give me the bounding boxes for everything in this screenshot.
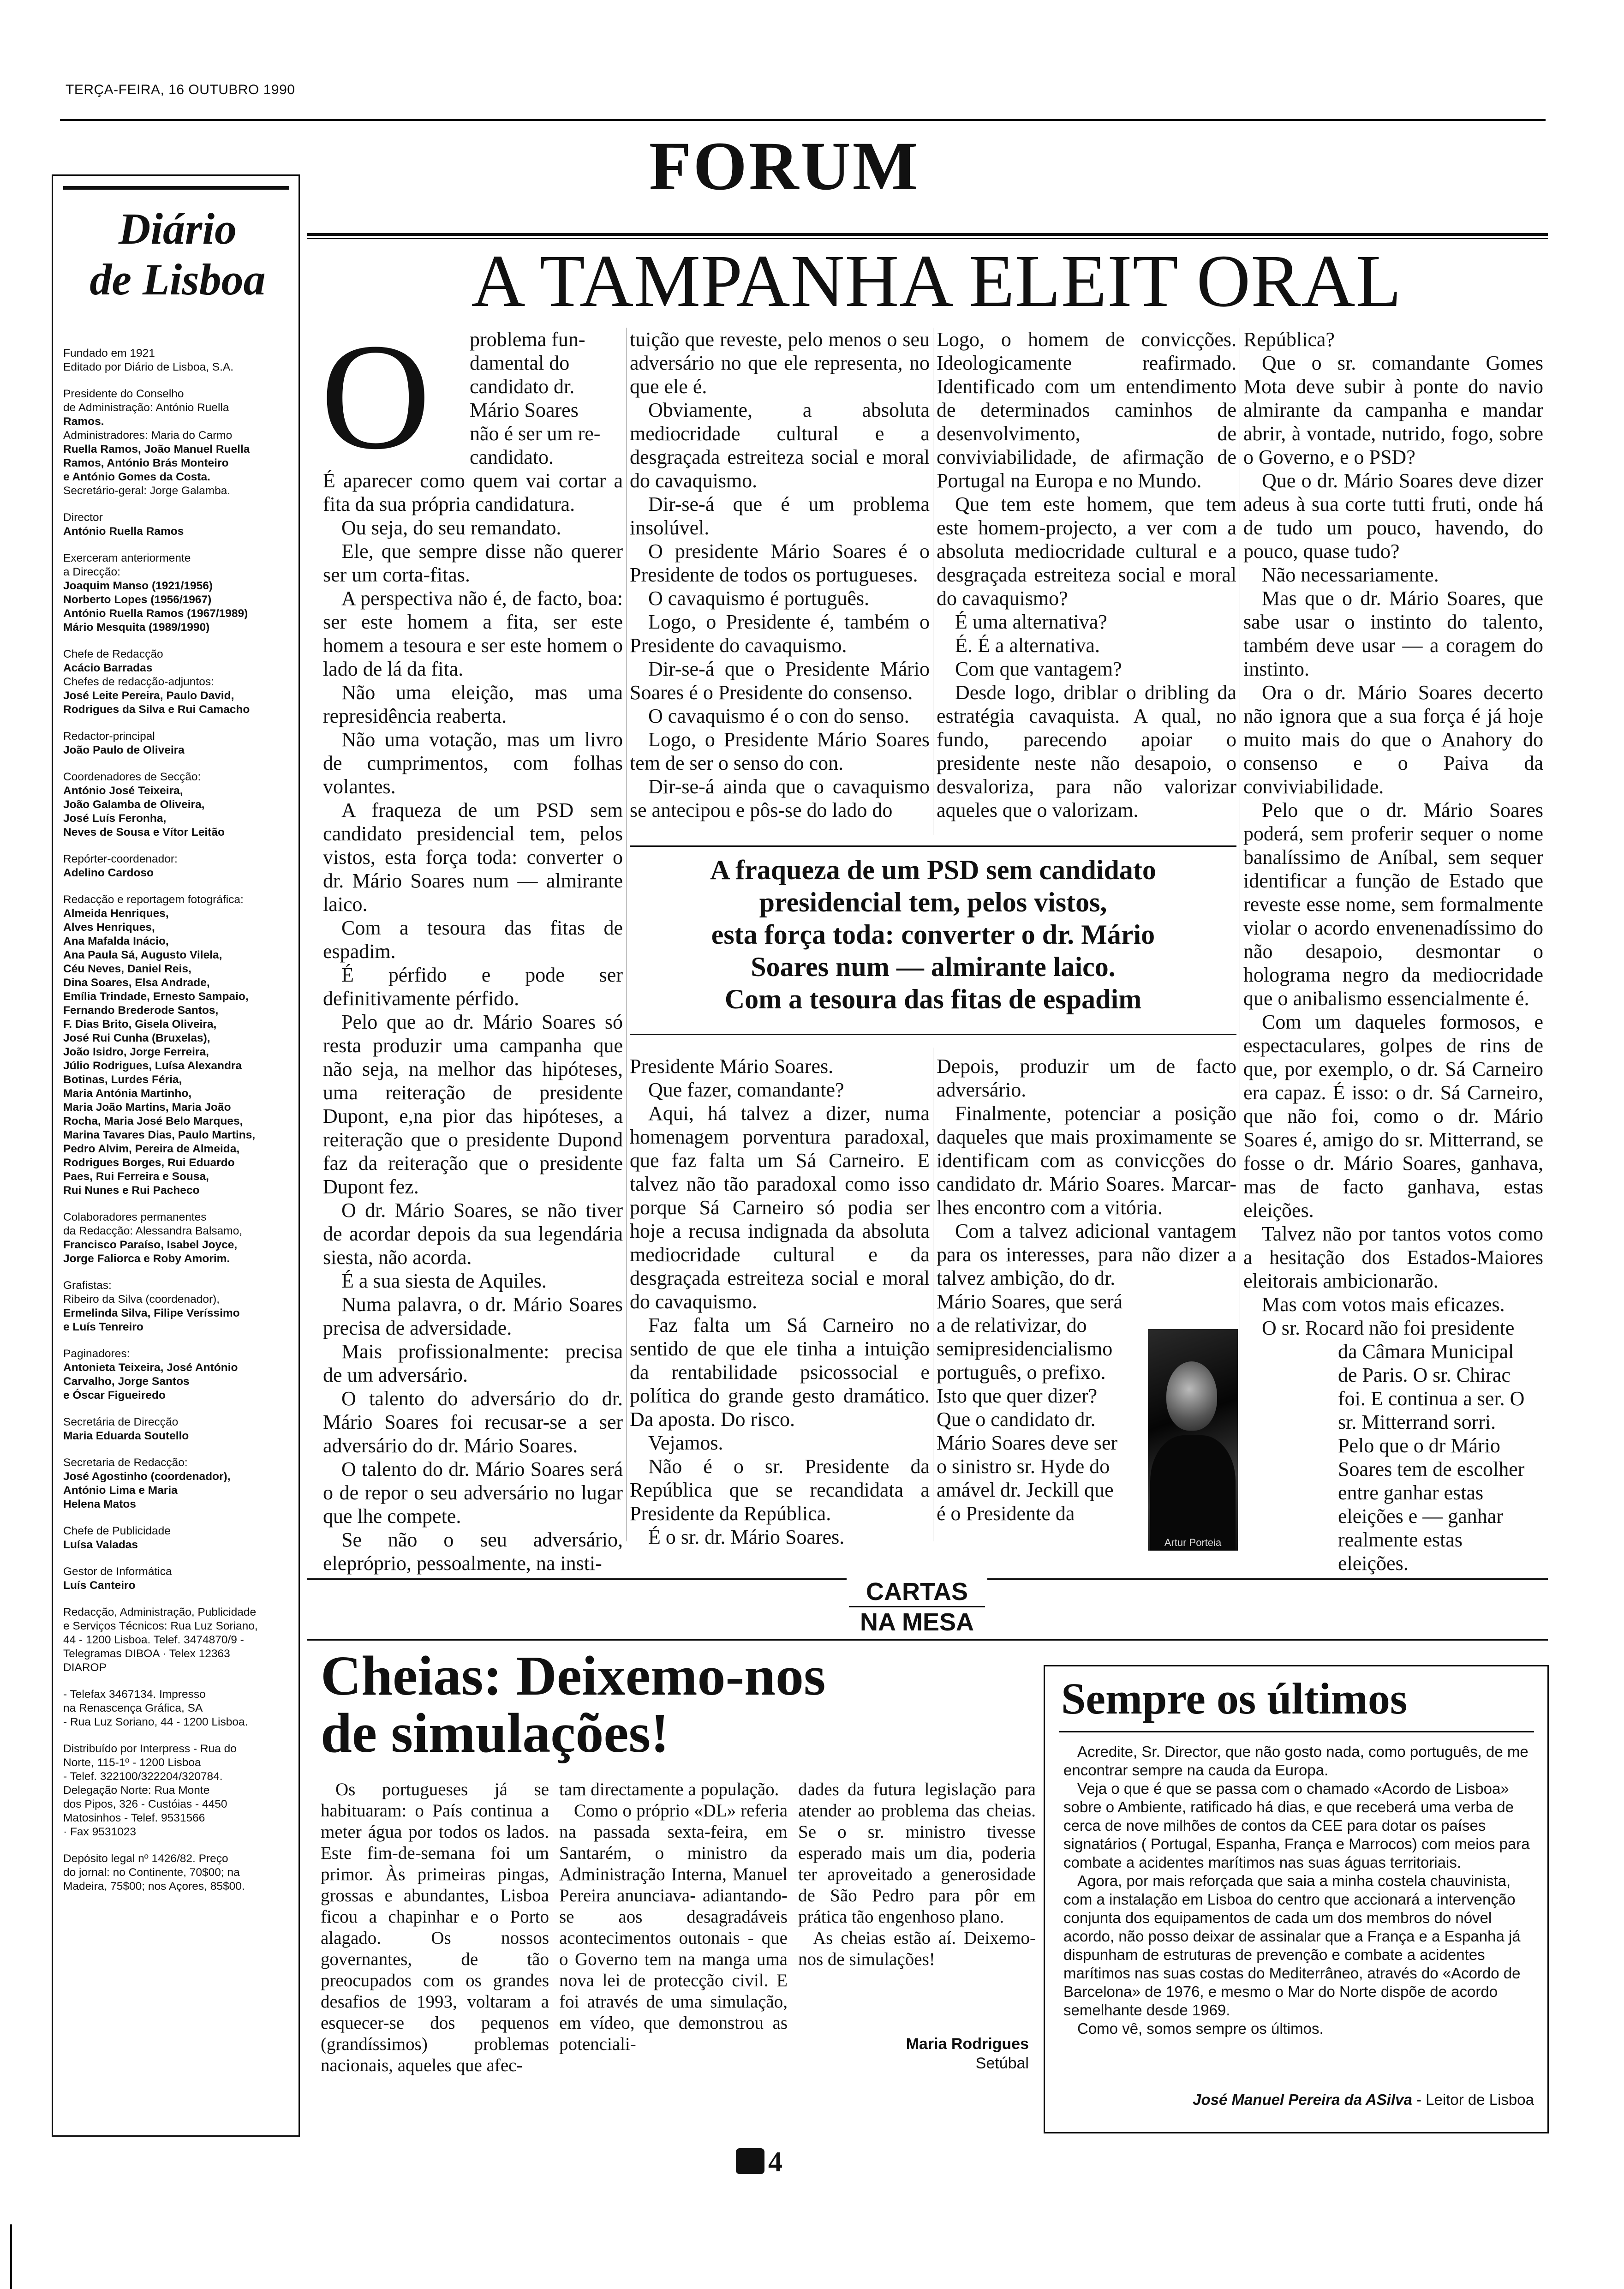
article-column-2	[630, 328, 930, 822]
lead-line: candidato.	[470, 446, 554, 468]
masthead-line: dos Pipos, 326 - Custóias - 4450	[63, 1798, 227, 1810]
portrait-shoulders	[1150, 1435, 1236, 1551]
masthead-line: na Renascença Gráfica, SA	[63, 1702, 203, 1714]
masthead-line: Editado por Diário de Lisboa, S.A.	[63, 361, 234, 373]
letter2-box	[1044, 1665, 1549, 2133]
article-paragraph: Vejamos.	[648, 1432, 723, 1454]
cartas-rule-right	[987, 1578, 1548, 1580]
lead-line: damental do	[470, 352, 570, 374]
masthead-gap	[63, 374, 294, 387]
article-line: Isto que quer dizer?	[937, 1384, 1098, 1407]
article-paragraph: É a sua siesta de Aquiles.	[341, 1270, 547, 1292]
masthead-line: Colaboradores permanentes	[63, 1211, 207, 1223]
masthead-line: Norte, 115-1º - 1200 Lisboa	[63, 1756, 201, 1769]
masthead-gap	[63, 635, 294, 647]
masthead-gap	[63, 1675, 294, 1688]
cartas-label-2: NA MESA	[860, 1608, 974, 1636]
masthead-line: Luísa Valadas	[63, 1539, 138, 1551]
article-paragraph: Faz falta um Sá Carneiro no sentido de que ele tinha a intuição da rentabilidade psicossocial e política do grande gesto dramático. Da aposta. Do risco.	[630, 1314, 930, 1431]
article-paragraph: É. É a alternativa.	[955, 634, 1100, 657]
article-paragraph: Não é o sr. Presidente da República que se recandidata a Presidente da República.	[630, 1455, 930, 1525]
masthead-line: Director	[63, 511, 103, 524]
letter1-author: Maria Rodrigues	[906, 2035, 1029, 2053]
article-paragraph: Dir-se-á que o Presidente Mário Soares é o Presidente do consenso.	[630, 658, 930, 704]
masthead-line: Ramos, António Brás Monteiro	[63, 457, 229, 469]
masthead-line: Administradores: Maria do Carmo	[63, 429, 233, 442]
masthead-line: · Fax 9531023	[63, 1826, 136, 1838]
masthead-line: Carvalho, Jorge Santos	[63, 1375, 190, 1388]
masthead-line: Ermelinda Silva, Filipe Veríssimo	[63, 1307, 240, 1319]
article-line: foi. E continua a ser. O	[1338, 1387, 1525, 1410]
article-paragraph: Não uma votação, mas um livro de cumprimentos, com folhas volantes.	[323, 728, 623, 798]
masthead-gap	[63, 757, 294, 770]
masthead-gap	[63, 1729, 294, 1742]
pullquote-rule-bottom	[630, 1034, 1236, 1035]
masthead-line: - Telefax 3467134. Impresso	[63, 1688, 206, 1701]
masthead-line: Francisco Paraíso, Isabel Joyce,	[63, 1239, 238, 1251]
masthead-gap	[63, 1198, 294, 1210]
cartas-separator	[849, 1606, 985, 1607]
article-paragraph: tuição que reveste, pelo menos o seu adversário no que ele representa, no que ele é.	[630, 328, 930, 398]
letter-paragraph: dades da futura legislação para atender ao problema das cheias. Se o sr. ministro tivesse esperado mais um dia, poderia ter aproveitado a generosidade de São Pedro para pôr em prática tão engenhoso plano.	[798, 1780, 1036, 1927]
masthead-line: António Ruella Ramos	[63, 525, 184, 538]
letter1-title-line2: de simulações!	[321, 1702, 669, 1764]
article-paragraph: Dir-se-á ainda que o cavaquismo se antecipou e pôs-se do lado do	[630, 775, 930, 821]
article-paragraph: Com um daqueles formosos, e espectaculares, golpes de rins de que, por exemplo, o dr. Sá Carneiro era capaz. É isso: o dr. Sá Carneiro, que não foi, como o dr. Mário Soares é, amigo do sr. Mitterrand, se fosse o dr. Mário Soares, ganhava, mas de facto ganhava, estas eleições.	[1243, 1011, 1543, 1222]
article-column-3-narrow	[937, 1290, 1140, 1525]
masthead-box	[52, 174, 300, 2137]
masthead-gap	[63, 539, 294, 551]
article-line: Que o candidato dr.	[937, 1408, 1096, 1431]
header-rule	[60, 119, 1546, 121]
masthead-line: Acácio Barradas	[63, 662, 153, 674]
masthead-logo-line2: de Lisboa	[90, 255, 266, 304]
masthead-line: Fernando Brederode Santos,	[63, 1004, 219, 1017]
masthead-line: Chefe de Redacção	[63, 648, 163, 660]
letter-paragraph: Agora, por mais reforçada que saia a minha costela chauvinista, com a instalação em Lisboa do centro que accionará a intervenção conjunta dos equipamentos de cada um dos membros do nóvel acordo, não posso deixar de assinalar que a França e a Espanha já dispunham de estruturas de prevenção e combate a acidentes marítimos nas suas costas do Mediterrâneo, através do «Acordo de Barcelona» de 1976, e mesmo o Mar do Norte dispõe de acordo semelhante desde 1969.	[1063, 1872, 1521, 2019]
masthead-line: Rodrigues da Silva e Rui Camacho	[63, 703, 250, 716]
article-paragraph: Com a talvez adicional vantagem para os interesses, para não dizer a talvez ambição, do dr.	[937, 1220, 1236, 1289]
article-paragraph: O sr. Rocard não foi presidente	[1262, 1317, 1515, 1339]
masthead-top-bar	[63, 186, 289, 190]
drop-cap: O	[321, 312, 431, 481]
article-line: sr. Mitterrand sorri.	[1338, 1411, 1496, 1433]
pullquote-rule-top	[630, 845, 1236, 847]
article-paragraph: O talento do adversário do dr. Mário Soares foi recusar-se a ser adversário do dr. Mário Soares.	[323, 1387, 623, 1457]
masthead-line: Antonieta Teixeira, José António	[63, 1361, 238, 1374]
masthead-line: Paes, Rui Ferreira e Sousa,	[63, 1170, 209, 1183]
letter-paragraph: Veja o que é que se passa com o chamado «Acordo de Lisboa» sobre o Ambiente, ratificado há dias, e que receberá uma verba de cerca de nove milhões de contos da CEE para dotar os países signatários ( Portugal, Espanha, França e Marrocos) com meios para combate a acidentes marítimos nas suas águas territoriais.	[1063, 1780, 1530, 1871]
page-logo-mark	[736, 2148, 764, 2174]
article-paragraph: Numa palavra, o dr. Mário Soares precisa de adversidade.	[323, 1293, 623, 1339]
masthead-line: Rui Nunes e Rui Pacheco	[63, 1184, 200, 1197]
letter2-signature	[1063, 2091, 1534, 2109]
masthead-line: Depósito legal nº 1426/82. Preço	[63, 1852, 228, 1865]
masthead-line: Presidente do Conselho	[63, 388, 184, 400]
masthead-gap	[63, 1511, 294, 1524]
masthead-line: Neves de Sousa e Vítor Leitão	[63, 826, 225, 839]
article-paragraph: Não uma eleição, mas uma represidência reaberta.	[323, 681, 623, 727]
article-line: eleições.	[1338, 1552, 1409, 1575]
masthead-line: Redacção, Administração, Publicidade	[63, 1606, 257, 1618]
letter-paragraph: As cheias estão aí. Deixemo-nos de simulações!	[798, 1928, 1036, 1969]
masthead-line: Grafistas:	[63, 1279, 112, 1292]
masthead-line: - Rua Luz Soriano, 44 - 1200 Lisboa.	[63, 1716, 248, 1728]
letter2-signature-rest: - Leitor de Lisboa	[1412, 2091, 1534, 2108]
masthead-line: 44 - 1200 Lisboa. Telef. 3474870/9 -	[63, 1634, 244, 1646]
letter1-place: Setúbal	[975, 2055, 1029, 2072]
masthead-gap	[63, 1266, 294, 1279]
masthead-line: Paginadores:	[63, 1348, 130, 1360]
article-paragraph: Desde logo, driblar o dribling da estratégia cavaquista. A qual, no fundo, parecendo apoiar o presidente neste não desapoio, o desvaloriza, para não valorizar aqueles que o valorizam.	[937, 681, 1236, 821]
article-paragraph: O cavaquismo é o con do senso.	[648, 705, 909, 727]
masthead-line: Ana Mafalda Inácio,	[63, 935, 169, 947]
masthead-line: Mário Mesquita (1989/1990)	[63, 621, 210, 634]
masthead-gap	[63, 1593, 294, 1606]
article-paragraph: Que fazer, comandante?	[648, 1079, 844, 1101]
article-paragraph: República?	[1243, 328, 1335, 351]
masthead-line: Almeida Henriques,	[63, 907, 169, 920]
article-headline: A TAMPANHA ELEIT ORAL	[471, 240, 1402, 323]
cartas-label-1: CARTAS	[866, 1578, 968, 1606]
masthead-logo	[62, 204, 293, 305]
article-line: realmente estas	[1338, 1528, 1463, 1551]
article-paragraph: Mais profissionalmente: precisa de um adversário.	[323, 1340, 623, 1386]
article-paragraph: Que tem este homem, que tem este homem-projecto, a ver com a absoluta mediocridade cultural e a desgraçada estreiteza social e moral do cavaquismo?	[937, 493, 1236, 610]
article-paragraph: Presidente Mário Soares.	[630, 1055, 834, 1078]
masthead-line: Fundado em 1921	[63, 347, 155, 360]
masthead-line: Helena Matos	[63, 1498, 136, 1510]
masthead-line: Maria João Martins, Maria João	[63, 1101, 231, 1114]
article-line: é o Presidente da	[937, 1502, 1075, 1525]
article-paragraph: Obviamente, a absoluta mediocridade cultural e a desgraçada estreiteza social e moral do cavaquismo.	[630, 399, 930, 492]
article-line: eleições e — ganhar	[1338, 1505, 1503, 1528]
masthead-line: Céu Neves, Daniel Reis,	[63, 963, 191, 975]
article-paragraph: O presidente Mário Soares é o Presidente de todos os portugueses.	[630, 540, 930, 586]
portrait-face	[1166, 1361, 1217, 1431]
masthead-line: Chefes de redacção-adjuntos:	[63, 676, 214, 688]
article-line: de Paris. O sr. Chirac	[1338, 1364, 1511, 1386]
portrait-photo	[1148, 1329, 1238, 1551]
masthead-line: Secretário-geral: Jorge Galamba.	[63, 485, 231, 497]
article-paragraph: É o sr. dr. Mário Soares.	[648, 1526, 845, 1548]
masthead-line: António Ruella Ramos (1967/1989)	[63, 607, 248, 620]
lead-line: candidato dr.	[470, 375, 575, 398]
article-column-3	[937, 328, 1236, 822]
article-paragraph: Com a tesoura das fitas de espadim.	[323, 917, 623, 963]
pullquote-line: A fraqueza de um PSD sem candidato	[710, 855, 1156, 885]
column-divider	[626, 328, 627, 1541]
masthead-line: Rocha, Maria José Belo Marques,	[63, 1115, 243, 1127]
cartas-rule-bottom	[307, 1639, 1548, 1641]
masthead-line: - Telef. 322100/322204/320784.	[63, 1770, 223, 1783]
masthead-line: da Redacção: Alessandra Balsamo,	[63, 1225, 243, 1237]
masthead-line: Redacção e reportagem fotográfica:	[63, 893, 244, 906]
article-paragraph: A fraqueza de um PSD sem candidato presidencial tem, pelos vistos, esta força toda: converter o dr. Mário Soares num — almirante laico.	[323, 799, 623, 916]
masthead-line: Ruella Ramos, João Manuel Ruella	[63, 443, 250, 455]
masthead-line: Repórter-coordenador:	[63, 853, 178, 865]
article-line: o sinistro sr. Hyde do	[937, 1455, 1110, 1478]
masthead-line: Redactor-principal	[63, 730, 155, 743]
article-line: amável dr. Jeckill que	[937, 1479, 1114, 1501]
article-paragraph: Pelo que ao dr. Mário Soares só resta produzir uma campanha que não seja, na melhor das hipóteses, uma reiteração de presidente Dupont, e,na pior das hipóteses, a reiteração que o presidente Dupond faz da reiteração que o presidente Dupont fez.	[323, 1011, 623, 1198]
edition-date: TERÇA-FEIRA, 16 OUTUBRO 1990	[66, 82, 295, 97]
article-line: entre ganhar estas	[1338, 1481, 1484, 1504]
article-paragraph: É uma alternativa?	[955, 611, 1107, 633]
masthead-line: José Agostinho (coordenador),	[63, 1470, 231, 1483]
masthead-line: Jorge Faliorca e Roby Amorim.	[63, 1252, 230, 1265]
article-line: Soares tem de escolher	[1338, 1458, 1525, 1480]
masthead-line: F. Dias Brito, Gisela Oliveira,	[63, 1018, 217, 1031]
masthead-line: Joaquim Manso (1921/1956)	[63, 580, 213, 592]
article-paragraph: Que o sr. comandante Gomes Mota deve subir à ponte do navio almirante da campanha e mandar abrir, à vontade, nutrido, fogo, sobre o Governo, e o PSD?	[1243, 352, 1543, 468]
lead-line: não é ser um re-	[470, 422, 601, 445]
masthead-line: José Rui Cunha (Bruxelas),	[63, 1032, 210, 1044]
masthead-line: Pedro Alvim, Pereira de Almeida,	[63, 1143, 240, 1155]
masthead-line: Rodrigues Borges, Rui Eduardo	[63, 1156, 235, 1169]
masthead-line: e Óscar Figueiredo	[63, 1389, 166, 1402]
masthead-line: Gestor de Informática	[63, 1565, 172, 1578]
article-paragraph: Não necessariamente.	[1262, 563, 1439, 586]
article-paragraph: Talvez não por tantos votos como a hesitação dos Estados-Maiores eleitorais ambicionarão.	[1243, 1222, 1543, 1292]
masthead-gap	[63, 1334, 294, 1347]
letter2-title: Sempre os últimos	[1061, 1674, 1408, 1723]
article-line: a de relativizar, do	[937, 1314, 1087, 1336]
letter-paragraph: Os portugueses já se habituaram: o País continua a meter água por todos os lados. Este fim-de-semana foi um primor. Às primeiras pingas, grossas e abundantes, Lisboa ficou a chapinhar e o Porto alagado. Os nossos governantes, de tão preocupados com os grandes desafios de 1993, voltaram a esquecer-se dos pequenos (grandíssimos) problemas nacionais, aqueles que afec-	[321, 1780, 549, 2075]
pullquote-line: presidencial tem, pelos vistos,	[759, 887, 1107, 917]
masthead-gap	[63, 1552, 294, 1565]
masthead-line: Ramos.	[63, 415, 104, 428]
pullquote-line: Com a tesoura das fitas de espadim	[724, 984, 1142, 1014]
masthead-line: José Leite Pereira, Paulo David,	[63, 689, 234, 702]
section-title: FORUM	[649, 128, 920, 204]
masthead-line: Distribuído por Interpress - Rua do	[63, 1743, 237, 1755]
masthead-gap	[63, 498, 294, 511]
pullquote-line: Soares num — almirante laico.	[751, 952, 1116, 982]
article-column-4	[1243, 328, 1543, 1340]
masthead-line: e António Gomes da Costa.	[63, 471, 210, 483]
masthead-line: Marina Tavares Dias, Paulo Martins,	[63, 1129, 256, 1141]
masthead-line: de Administração: António Ruella	[63, 401, 229, 414]
masthead-line: Emília Trindade, Ernesto Sampaio,	[63, 990, 249, 1003]
masthead-gap	[63, 717, 294, 730]
lead-line: problema fun-	[470, 328, 585, 351]
masthead-line: Secretaria de Redacção:	[63, 1456, 188, 1469]
article-lead-lines	[470, 328, 623, 469]
masthead-line: Madeira, 75$00; nos Açores, 85$00.	[63, 1880, 245, 1893]
masthead-gap	[63, 1443, 294, 1456]
forum-rule-sub	[307, 238, 1548, 239]
article-column-2-lower	[630, 1055, 930, 1549]
article-paragraph: Ou seja, do seu remandato.	[341, 516, 561, 539]
masthead-line: Chefe de Publicidade	[63, 1525, 171, 1537]
masthead-line: Júlio Rodrigues, Luísa Alexandra	[63, 1060, 242, 1072]
masthead-line: Dina Soares, Elsa Andrade,	[63, 977, 210, 989]
masthead-line: António José Teixeira,	[63, 785, 183, 797]
masthead-line: e Serviços Técnicos: Rua Luz Soriano,	[63, 1620, 258, 1632]
article-paragraph: Finalmente, potenciar a posição daqueles que mais proximamente se identificam com as convicções do candidato dr. Mário Soares. Marcar-lhes encontro com a vitória.	[937, 1102, 1236, 1219]
article-line: Mário Soares deve ser	[937, 1432, 1118, 1454]
masthead-line: Telegramas DIBOA · Telex 12363	[63, 1648, 230, 1660]
photo-credit: Artur Porteia	[1164, 1537, 1222, 1548]
masthead-line: Luís Canteiro	[63, 1579, 136, 1592]
article-paragraph: Depois, produzir um de facto adversário.	[937, 1055, 1236, 1101]
masthead-line: do jornal: no Continente, 70$00; na	[63, 1866, 240, 1879]
masthead-line: António Lima e Maria	[63, 1484, 178, 1497]
article-column-1	[321, 312, 623, 1575]
article-paragraph: Se não o seu adversário, elepróprio, pessoalmente, na insti-	[323, 1528, 623, 1575]
article-paragraph: Mas que o dr. Mário Soares, que sabe usar o instinto do talento, também deve usar — a coragem do instinto.	[1243, 587, 1543, 680]
article-line: da Câmara Municipal	[1338, 1340, 1514, 1363]
masthead-line: Maria Antónia Martinho,	[63, 1087, 192, 1100]
masthead-line: e Luís Tenreiro	[63, 1321, 143, 1333]
masthead-line: Alves Henriques,	[63, 921, 155, 934]
masthead-line: Matosinhos - Telef. 9531566	[63, 1812, 205, 1824]
letter-paragraph: Como o próprio «DL» referia na passada sexta-feira, em Santarém, o ministro da Administração Interna, Manuel Pereira anunciava- adiantando-se aos desagradáveis acontecimentos outonais - que o Governo tem na manga uma nova lei de protecção civil. E foi através de uma simulação, em vídeo, que demonstrou as potenciali-	[559, 1801, 788, 2054]
article-paragraph: Aqui, há talvez a dizer, numa homenagem porventura paradoxal, que faz falta um Sá Carneiro. E talvez não tão paradoxal como isso porque Sá Carneiro só podia ser hoje a recusa indignada da absoluta mediocridade cultural e da desgraçada estreiteza social e moral do cavaquismo.	[630, 1102, 930, 1313]
masthead-line: José Luís Feronha,	[63, 812, 167, 825]
masthead-line: Ribeiro da Silva (coordenador),	[63, 1293, 220, 1306]
letter1-column-1	[321, 1779, 549, 2076]
article-paragraph: Que o dr. Mário Soares deve dizer adeus à sua corte tutti fruti, onde há de tudo um pouco, havendo, do pouco, quase tudo?	[1243, 469, 1543, 563]
page-number: 4	[768, 2146, 782, 2178]
article-paragraph: Ora o dr. Mário Soares decerto não ignora que a sua força é já hoje muito mais do que o Anahory do consenso e o Paiva da conviviabilidade.	[1243, 681, 1543, 798]
masthead-logo-line1: Diário	[118, 204, 237, 253]
article-paragraph: Logo, o Presidente é, também o Presidente do cavaquismo.	[630, 611, 930, 657]
masthead-staff-list	[63, 347, 294, 1894]
masthead-line: João Paulo de Oliveira	[63, 744, 185, 756]
masthead-gap	[63, 1839, 294, 1852]
article-paragraph: A perspectiva não é, de facto, boa: ser este homem a fita, ser este homem a tesoura e ser este homem o lado de lá da fita.	[323, 587, 623, 680]
letter1-column-3	[798, 1779, 1036, 1970]
letter1-column-2	[559, 1779, 788, 2055]
masthead-line: Delegação Norte: Rua Monte	[63, 1784, 210, 1797]
article-paragraph: Logo, o Presidente Mário Soares tem de ser o senso do con.	[630, 728, 930, 774]
article-paragraph: O dr. Mário Soares, se não tiver de acordar depois da sua legendária siesta, não acorda.	[323, 1199, 623, 1269]
masthead-line: João Isidro, Jorge Ferreira,	[63, 1046, 209, 1058]
article-paragraph: Logo, o homem de convicções. Ideologicamente reafirmado. Identificado com um entendimento de determinados caminhos de desenvolvimento, de conviviabilidade, de afirmação de Portugal na Europa e no Mundo.	[937, 328, 1236, 492]
letter2-title-rule	[1059, 1731, 1534, 1732]
masthead-line: Exerceram anteriormente	[63, 552, 191, 564]
letter-paragraph: tam directamente a população.	[559, 1780, 779, 1799]
masthead-line: Secretária de Direcção	[63, 1416, 179, 1428]
article-line: semipresidencialismo	[937, 1337, 1113, 1360]
article-paragraph: Mas com votos mais eficazes.	[1262, 1293, 1505, 1316]
article-column-3-lower	[937, 1055, 1236, 1290]
pull-quote	[630, 854, 1236, 1015]
article-paragraph: Pelo que o dr. Mário Soares poderá, sem proferir sequer o nome banalíssimo de Aníbal, sem sequer identificar a função de Estado que reveste esse nome, sem formalmente violar o acordo envenenadíssimo do não desapoio, desmontar o holograma negro da mediocridade que o anibalismo essencialmente é.	[1243, 799, 1543, 1010]
article-paragraph: É pérfido e pode ser definitivamente pérfido.	[323, 964, 623, 1010]
left-margin-line	[10, 2224, 12, 2289]
masthead-line: a Direcção:	[63, 566, 120, 578]
article-col1-body	[323, 469, 623, 1575]
pullquote-line: esta força toda: converter o dr. Mário	[711, 919, 1155, 950]
lead-line: Mário Soares	[470, 399, 579, 421]
masthead-line: Botinas, Lurdes Féria,	[63, 1073, 182, 1086]
article-paragraph: Com que vantagem?	[955, 658, 1122, 680]
cartas-rule-left	[307, 1578, 847, 1580]
letter2-signature-name: José Manuel Pereira da ASilva	[1193, 2091, 1412, 2108]
masthead-gap	[63, 880, 294, 893]
letter-paragraph: Como vê, somos sempre os últimos.	[1077, 2020, 1324, 2037]
letter1-title-line1: Cheias: Deixemo-nos	[321, 1645, 826, 1707]
article-paragraph: É aparecer como quem vai cortar a fita da sua própria candidatura.	[323, 469, 623, 515]
masthead-gap	[63, 1402, 294, 1415]
masthead-line: Maria Eduarda Soutello	[63, 1430, 189, 1442]
article-paragraph: O cavaquismo é português.	[648, 587, 869, 610]
masthead-line: Norberto Lopes (1956/1967)	[63, 593, 212, 606]
masthead-line: Ana Paula Sá, Augusto Vilela,	[63, 949, 222, 961]
article-paragraph: Dir-se-á que é um problema insolúvel.	[630, 493, 930, 539]
letter1-title	[321, 1645, 1050, 1764]
masthead-gap	[63, 839, 294, 852]
article-line: Pelo que o dr Mário	[1338, 1434, 1500, 1457]
article-paragraph: O talento do dr. Mário Soares será o de repor o seu adversário no lugar que lhe compete.	[323, 1458, 623, 1528]
article-paragraph: Ele, que sempre disse não querer ser um corta-fitas.	[323, 540, 623, 586]
article-line: português, o prefixo.	[937, 1361, 1106, 1384]
masthead-line: Adelino Cardoso	[63, 867, 154, 879]
masthead-line: João Galamba de Oliveira,	[63, 798, 205, 811]
article-line: Mário Soares, que será	[937, 1290, 1123, 1313]
masthead-line: Coordenadores de Secção:	[63, 771, 201, 783]
masthead-line: DIAROP	[63, 1661, 107, 1674]
letter2-body	[1063, 1743, 1534, 2038]
letter-paragraph: Acredite, Sr. Director, que não gosto nada, como português, de me encontrar sempre na cauda da Europa.	[1063, 1743, 1528, 1779]
article-column-4-narrow	[1338, 1340, 1543, 1575]
forum-rule-top	[307, 233, 1548, 236]
